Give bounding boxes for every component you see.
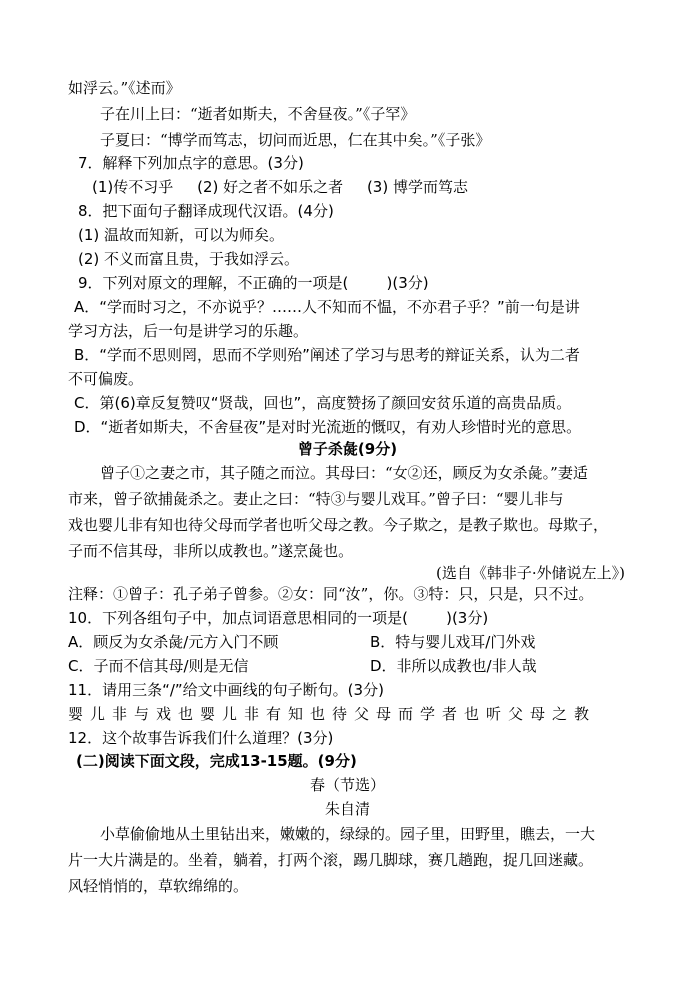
q7-stem: 7．解释下列加点字的意思。(3分)	[78, 154, 304, 172]
q8-sentence-2: (2) 不义而富且贵，于我如浮云。	[78, 250, 300, 268]
classical-line-3: 子夏曰：“博学而笃志，切问而近思，仁在其中矣。”《子张》	[100, 131, 491, 149]
q9-option-b-line1: B．“学而不思则罔，思而不学则殆”阐述了学习与思考的辩证关系，认为二者	[74, 346, 580, 364]
q10-option-b: B．特与婴儿戏耳/门外戏	[370, 633, 536, 651]
section-2-heading: (二)阅读下面文段，完成13-15题。(9分)	[76, 752, 357, 770]
q9-option-b-line2: 不可偏废。	[68, 370, 144, 388]
q9-option-a-line2: 学习方法，后一句是讲学习的乐趣。	[68, 322, 309, 340]
q9-option-a-line1: A．“学而时习之，不亦说乎？……人不知而不愠，不亦君子乎？”前一句是讲	[74, 298, 580, 316]
story-notes: 注释：①曾子：孔子弟子曾参。②女：同“汝”，你。③特：只，只是，只不过。	[68, 585, 594, 603]
q12-stem: 12．这个故事告诉我们什么道理？(3分)	[68, 729, 334, 747]
passage-line-1: 小草偷偷地从土里钻出来，嫩嫩的，绿绿的。园子里，田野里，瞧去，一大	[100, 825, 596, 843]
story-line-1: 曾子①之妻之市，其子随之而泣。其母曰：“女②还，顾反为女杀彘。”妻适	[100, 464, 588, 482]
q9-stem: 9．下列对原文的理解，不正确的一项是( )(3分)	[78, 274, 429, 292]
story-line-4: 子而不信其母，非所以成教也。”遂烹彘也。	[68, 542, 354, 560]
q10-option-c: C．子而不信其母/则是无信	[68, 657, 249, 675]
q10-option-d: D．非所以成教也/非人哉	[370, 657, 537, 675]
q11-sentence: 婴儿非与戏也婴儿非有知也待父母而学者也听父母之教	[68, 705, 597, 723]
classical-line-2: 子在川上曰：“逝者如斯夫，不舍昼夜。”《子罕》	[100, 105, 416, 123]
story-line-2: 市来，曾子欲捕彘杀之。妻止之曰：“特③与婴儿戏耳。”曾子曰：“婴儿非与	[68, 490, 564, 508]
passage-line-3: 风轻悄悄的，草软绵绵的。	[68, 877, 249, 895]
poem-author: 朱自清	[324, 800, 370, 818]
story-line-3: 戏也婴儿非有知也待父母而学者也听父母之教。今子欺之，是教子欺也。母欺子，	[68, 516, 609, 534]
q11-stem: 11．请用三条“/”给文中画线的句子断句。(3分)	[68, 681, 384, 699]
q7-items: (1)传不习乎 (2) 好之者不如乐之者 (3) 博学而笃志	[92, 178, 468, 196]
classical-line-1: 如浮云。”《述而》	[68, 79, 181, 97]
q9-option-d: D．“逝者如斯夫，不舍昼夜”是对时光流逝的慨叹，有劝人珍惜时光的意思。	[74, 418, 582, 436]
story-source: (选自《韩非子·外储说左上》)	[436, 564, 625, 582]
passage-line-2: 片一大片满是的。坐着，躺着，打两个滚，踢几脚球，赛几趟跑，捉几回迷藏。	[68, 851, 594, 869]
q8-sentence-1: (1) 温故而知新，可以为师矣。	[78, 226, 285, 244]
q8-stem: 8．把下面句子翻译成现代汉语。(4分)	[78, 202, 334, 220]
poem-title: 春（节选）	[309, 776, 385, 794]
story-title: 曾子杀彘(9分)	[297, 440, 398, 458]
q9-option-c: C．第(6)章反复赞叹“贤哉，回也”，高度赞扬了颜回安贫乐道的高贵品质。	[74, 394, 572, 412]
q10-stem: 10．下列各组句子中，加点词语意思相同的一项是( )(3分)	[68, 609, 489, 627]
q10-option-a: A．顾反为女杀彘/元方入门不顾	[68, 633, 279, 651]
